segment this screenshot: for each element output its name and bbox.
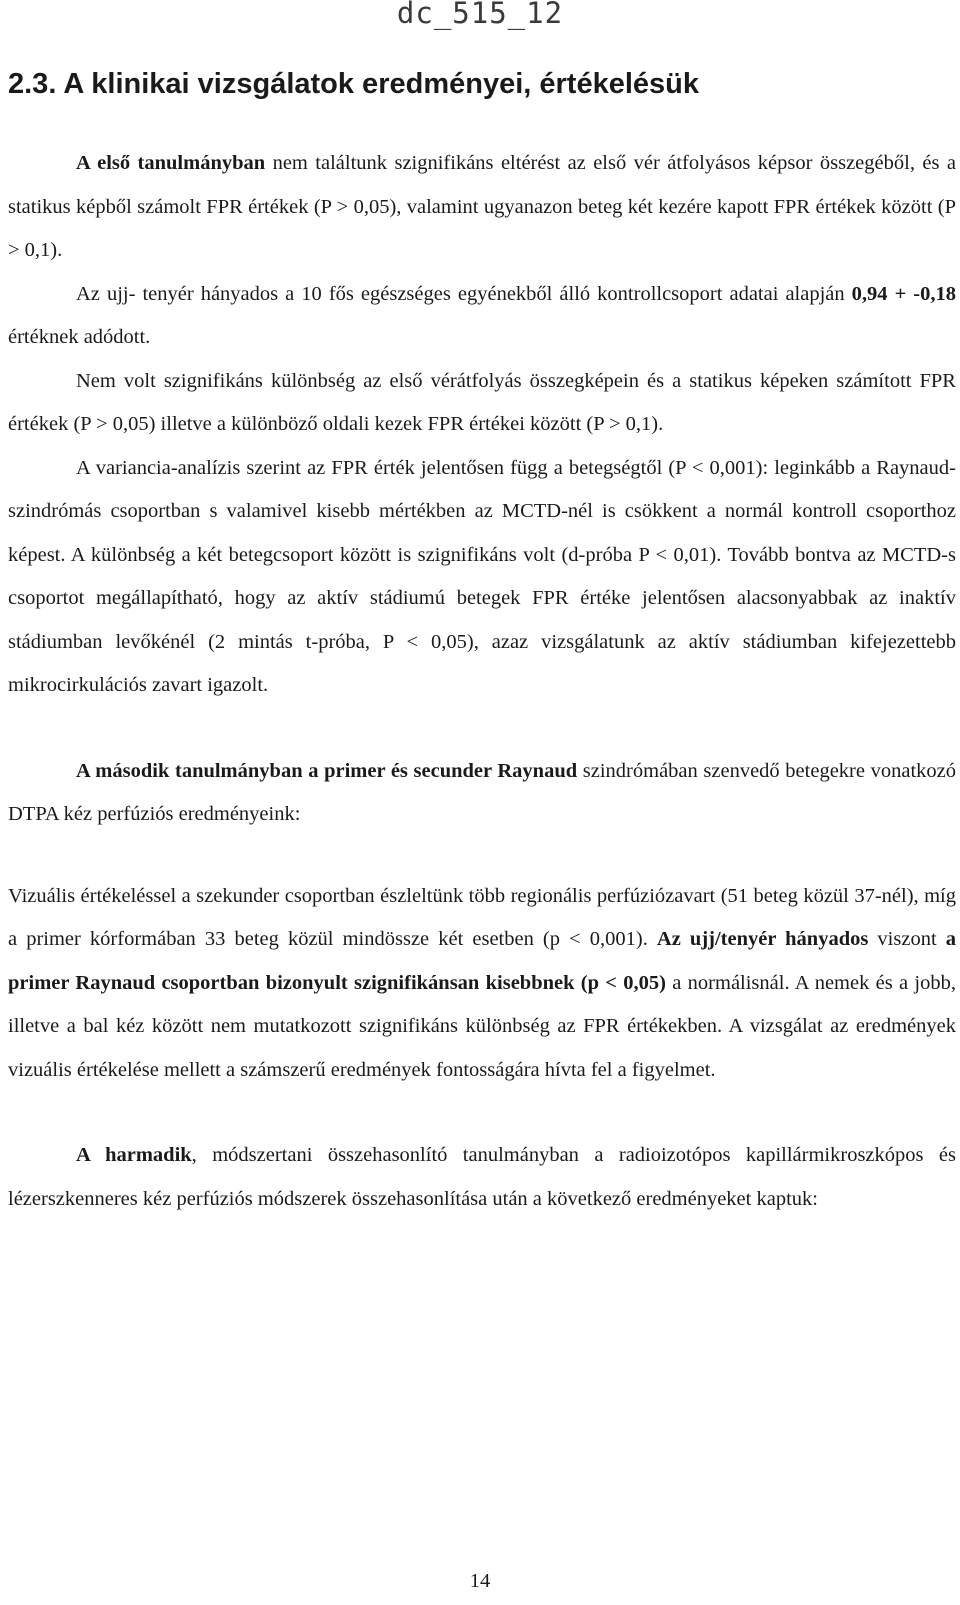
first-study-text: nem találtunk szignifikáns eltérést az első vér átfolyásos képsor összegéből, és a statikus képből számolt FPR értékek (P > 0,05), valamint ugyanazon beteg két kezére kapott FPR értékek között (P > 0,1).: [8, 152, 956, 261]
paragraph-variance-analysis: A variancia-analízis szerint az FPR érték jelentősen függ a betegségtől (P < 0,001): leginkább a Raynaud-szindrómás csoportban s valamivel kisebb mértékben az MCTD-nél is csökkent a normál kontroll csoporthoz képest. A különbség a két betegcsoport között is szignifikáns volt (d-próba P < 0,01). Tovább bontva az MCTD-s csoportot megállapítható, hogy az aktív stádiumú betegek FPR értéke jelentősen alacsonyabbak az inaktív stádiumban levőkénél (2 mintás t-próba, P < 0,05), azaz vizsgálatunk az aktív stádiumban kifejezettebb mikrocirkulációs zavart igazolt.: [8, 456, 956, 696]
ratio-value: 0,94 + -0,18: [851, 282, 956, 305]
page-content: [8, 62, 956, 1221]
section-title: 2.3. A klinikai vizsgálatok eredményei, értékelésük: [8, 68, 699, 100]
paragraph-no-difference: Nem volt szignifikáns különbség az első vérátfolyás összegképein és a statikus képeken számított FPR értékek (P > 0,05) illetve a különböző oldali kezek FPR értékei között (P > 0,1).: [8, 369, 956, 435]
third-study-text: , módszertani összehasonlító tanulmányban a radioizotópos kapillármikroszkópos és lézerszkenneres kéz perfúziós módszerek összehasonlítása után a következő eredményeket kaptuk:: [8, 1144, 956, 1210]
ratio-text-a: Az ujj- tenyér hányados a 10 fős egészséges egyénekből álló kontrollcsoport adatai alapján: [76, 282, 852, 305]
visual-text-b: viszont: [868, 928, 946, 950]
visual-text-a: Vizuális értékeléssel a szekunder csoportban észleltünk több regionális perfúziózavart (51 beteg közül 37-nél), míg a primer kórformában 33 beteg közül mindössze két esetben (p < 0,001).: [8, 884, 956, 950]
second-study-text: szindrómában szenvedő betegekre vonatkozó DTPA kéz perfúziós eredményeink:: [8, 759, 956, 825]
ratio-text-b: értéknek adódott.: [8, 326, 151, 348]
visual-text-c: a normálisnál. A nemek és a jobb, illetve a bal kéz között nem mutatkozott szignifikáns különbség az FPR értékekben. A vizsgálat az eredmények vizuális értékelése mellett a számszerű eredmények fontosságára hívta fel a figyelmet.: [8, 971, 956, 1081]
paragraph-first-study: [8, 142, 956, 273]
first-study-lead: A első tanulmányban: [76, 152, 266, 174]
paragraph-second-study: [8, 750, 956, 837]
third-study-lead: A harmadik: [76, 1144, 192, 1166]
page-number: 14: [469, 1570, 491, 1592]
visual-bold-a: Az ujj/tenyér hányados: [656, 928, 869, 950]
paragraph-third-study: [8, 1134, 956, 1221]
paragraph-ratio: [8, 273, 956, 360]
second-study-lead: A második tanulmányban a primer és secunder Raynaud: [76, 759, 578, 782]
document-code: dc_515_12: [396, 0, 564, 30]
paragraph-visual-evaluation: [8, 875, 956, 1093]
visual-bold-b: a primer Raynaud csoportban bizonyult szignifikánsan kisebbnek (p < 0,05): [8, 928, 956, 994]
